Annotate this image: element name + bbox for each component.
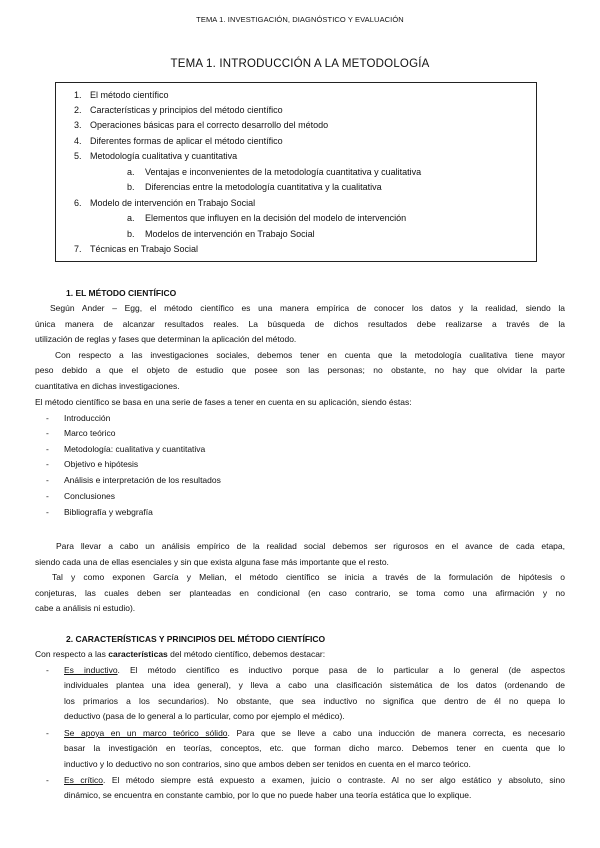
toc-item: 7. Técnicas en Trabajo Social <box>74 244 199 254</box>
paragraph-line: Es inductivo. El método científico es inductivo porque pasa de lo particular a lo general (de aspectos <box>64 665 565 675</box>
paragraph-line: Se apoya en un marco teórico sólido. Para que se lleve a cabo una inducción de manera correcta, es necesario <box>64 728 565 738</box>
bullet-dash: - <box>46 728 49 738</box>
paragraph-line: Con respecto a las investigaciones sociales, debemos tener en cuenta que la metodología cualitativa tiene mayor <box>55 350 565 360</box>
list-item: - <box>46 475 49 485</box>
list-item: - <box>46 444 49 454</box>
paragraph-line: Tal y como exponen García y Melian, el método científico se inicia a través de la formulación de hipótesis o <box>52 572 565 582</box>
list-item: - <box>46 428 49 438</box>
paragraph-line: Es crítico. El método siempre está expuesto a examen, juicio o contraste. Al no ser algo estático y absoluto, sino <box>64 775 565 785</box>
bullet-dash: - <box>46 665 49 675</box>
table-of-contents <box>55 82 537 262</box>
paragraph-line: cabe a análisis ni estudio). <box>35 603 136 613</box>
paragraph-line: siendo cada una de ellas esenciales y sin que exista alguna fase más importante que el resto. <box>35 557 389 567</box>
toc-item: 2. Características y principios del método científico <box>74 105 283 115</box>
toc-subitem: a. Elementos que influyen en la decisión del modelo de intervención <box>127 213 407 223</box>
list-item: Análisis e interpretación de los resultados <box>64 475 221 485</box>
paragraph-line: El método científico se basa en una serie de fases a tener en cuenta en su aplicación, siendo éstas: <box>35 397 412 407</box>
list-item: - <box>46 413 49 423</box>
toc-item: 5. Metodología cualitativa y cuantitativa <box>74 151 238 161</box>
section-heading: 1. EL MÉTODO CIENTÍFICO <box>66 288 177 298</box>
toc-item: 6. Modelo de intervención en Trabajo Social <box>74 198 256 208</box>
paragraph-line: peso debido a que el objeto de estudio que posee son las personas; no obstante, no hay que olvidar la parte <box>35 365 565 375</box>
page-header: TEMA 1. INVESTIGACIÓN, DIAGNÓSTICO Y EVALUACIÓN <box>196 15 404 24</box>
toc-subitem: b. Diferencias entre la metodología cuantitativa y la cualitativa <box>127 182 382 192</box>
paragraph-line: Para llevar a cabo un análisis empírico de la realidad social debemos ser rigurosos en el avance de cada etapa, <box>56 541 565 551</box>
paragraph-line: individuales plantea una idea general), y lleva a cabo una clasificación sistemática de los datos (ordenando de <box>64 680 565 690</box>
paragraph-line: única manera de alcanzar resultados reales. La búsqueda de dichos resultados debe realizarse a través de la <box>35 319 565 329</box>
toc-subitem: a. Ventajas e inconvenientes de la metodología cuantitativa y cualitativa <box>127 167 422 177</box>
toc-item: 3. Operaciones básicas para el correcto desarrollo del método <box>74 120 329 130</box>
paragraph-line: deductivo (pasa de lo general a lo particular, como por ejemplo el médico). <box>64 711 345 721</box>
section-heading: 2. CARACTERÍSTICAS Y PRINCIPIOS DEL MÉTODO CIENTÍFICO <box>66 634 326 644</box>
list-item: Introducción <box>64 413 111 423</box>
paragraph-line: inductivo y lo deductivo no son contrarios, sino que ambos deben ser tenidos en cuenta en el marco teórico. <box>64 759 471 769</box>
list-item: - <box>46 459 49 469</box>
list-item: Objetivo e hipótesis <box>64 459 139 469</box>
toc-item: 4. Diferentes formas de aplicar el método científico <box>74 136 283 146</box>
paragraph-line: dinámico, se encuentra en constante cambio, por lo que no puede haber una teoría estática que lo explique. <box>64 790 472 800</box>
list-item: - <box>46 507 49 517</box>
paragraph-line: cuantitativa en dichas investigaciones. <box>35 381 180 391</box>
paragraph-line: utilización de reglas y fases que determinan la aplicación del método. <box>35 334 297 344</box>
paragraph-line: basar la investigación en teorías, conceptos, etc. que forman dicho marco. Debemos tener en cuenta que lo <box>64 743 565 753</box>
list-item: Bibliografía y webgrafía <box>64 507 153 517</box>
list-item: Metodología: cualitativa y cuantitativa <box>64 444 206 454</box>
list-item: Conclusiones <box>64 491 116 501</box>
list-item: Marco teórico <box>64 428 116 438</box>
toc-subitem: b. Modelos de intervención en Trabajo Social <box>127 229 315 239</box>
paragraph-line: Según Ander – Egg, el método científico es una manera empírica de conocer los datos y la realidad, siendo la <box>50 303 565 313</box>
bullet-dash: - <box>46 775 49 785</box>
document-title: TEMA 1. INTRODUCCIÓN A LA METODOLOGÍA <box>170 58 430 70</box>
paragraph-line: Con respecto a las características del método científico, debemos destacar: <box>35 649 326 659</box>
list-item: - <box>46 491 49 501</box>
paragraph-line: conjeturas, las cuales deben ser planteadas en condicional (en caso contrario, se toma como una afirmación y no <box>35 588 565 598</box>
toc-item: 1. El método científico <box>74 90 169 100</box>
paragraph-line: los primarios a los secundarios). No obstante, que sea inductivo no significa que dentro de él no quepa lo <box>64 696 565 706</box>
